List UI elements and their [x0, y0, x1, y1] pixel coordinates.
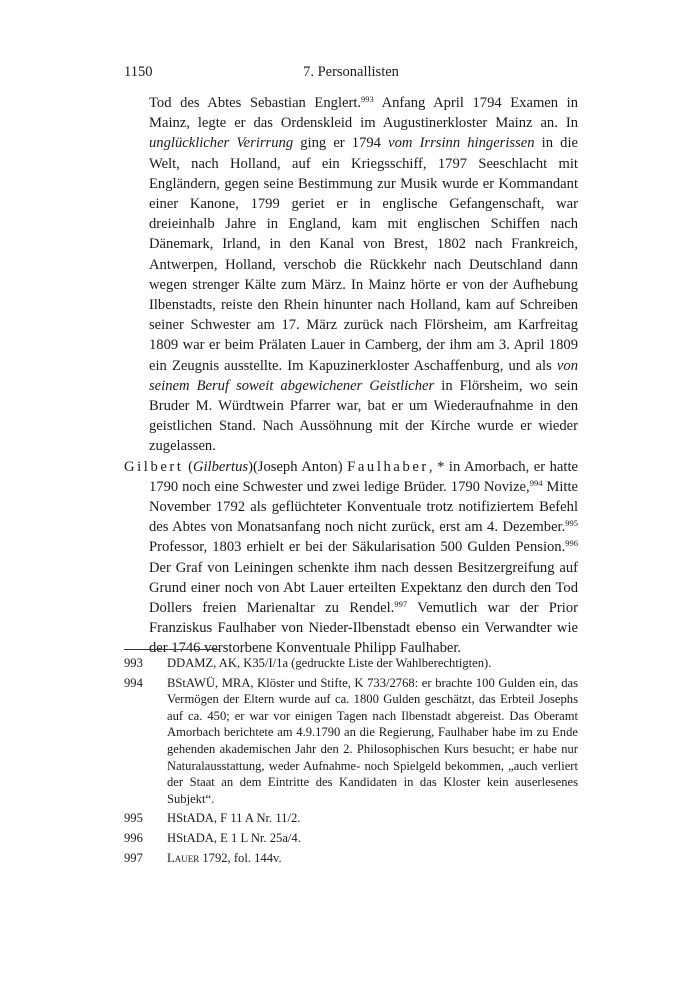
footnote-996 [124, 830, 578, 847]
footnote-text: HStADA, E 1 L Nr. 25a/4. [167, 830, 301, 845]
entry-name: Gilbert [124, 458, 184, 475]
footnote-number: 993 [124, 656, 143, 670]
footnote-ref-995[interactable]: 995 [565, 518, 578, 529]
footnote-994 [124, 675, 578, 808]
footnote-separator [124, 649, 219, 650]
footnote-text: BStAWÜ, MRA, Klöster und Stifte, K 733/2768: er brachte 100 Gulden ein, das Vermögen der Eltern wurde auf ca. 1800 Gulden geschätzt, das Erbteil Josephs auf ca. 450; er war vor einigen Tagen nach Ilbenstadt abgereist. Das Oberamt Amorbach berichtete am 4.9.1790 an die Regierung, Faulhaber habe im zu Ende gehenden akademischen Jahr den 2. Philosophischen Kurs besucht; er habe nur Naturalausstattung, weder Aufnahme- noch Spielgeld bekommen, „auch verliert der Staat an dem Eintritte des Kandidaten in das Kloster kein auserlesenes Subjekt“. [167, 675, 578, 806]
footnote-995 [124, 810, 578, 827]
footnote-text: 1792, fol. 144v. [199, 850, 282, 865]
page-number: 1150 [124, 64, 153, 80]
footnote-993 [124, 655, 578, 672]
footnote-997 [124, 850, 578, 867]
running-header [124, 64, 578, 82]
footnote-ref-996[interactable]: 996 [565, 538, 578, 549]
entry-surname: Faulhaber [347, 458, 429, 475]
footnote-text: DDAMZ, AK, K35/I/1a (gedruckte Liste der Wahlberechtigten). [167, 656, 492, 670]
paragraph-continuation: Tod des Abtes Sebastian Englert.$^{993}$ Anfang April 1794 Examen in Mainz, legte er das Ordenskleid im Augustinerkloster Mainz an. In unglücklicher Verirrung ging er 1794 vom Irrsinn hingerissen in die Welt, nach Holland, auf ein Kriegsschiff, 1797 Seeschlacht mit Engländern, gegen seine Bestimmung zur Musik wurde er Kommandant einer Kanone, 1799 geriet er in englische Gefangenschaft, war dreieinhalb Jahre in England, kam mit englischen Schiffen nach Dänemark, Irland, in den Kanal von Brest, 1802 nach Frankreich, Antwerpen, Holland, verschob die Rückkehr nach Deutschland dann wegen strenger Kälte zum März. In Mainz hörte er von der Aufhebung Ilbenstadts, reiste den Rhein hinunter nach Holland, kam auf Schreiben seiner Schwester am 17. März zurück nach Flörsheim, am Karfreitag 1809 war er beim Prälaten Lauer in Camberg, der ihm am 3. April 1809 ein Zeugnis ausstellte. Im Kapuzinerkloster Aschaffenburg, und als von seinem Beruf soweit abgewichener Geistlicher in Flörsheim, wo sein Bruder M. Würdtwein Pfarrer war, bat er um Wiederaufnahme in den geistlichen Stand. Nach Aussöhnung mit der Kirche wurde er wieder zugelassen. [149, 94, 579, 455]
footnote-number: 994 [124, 675, 143, 690]
entry-gilbert-faulhaber: Gilbert (Gilbertus)(Joseph Anton) Faulhaber, * in Amorbach, er hatte 1790 noch eine Schwester und zwei ledige Brüder. 1790 Novize,$^{994}$ Mitte November 1792 als geflüchteter Konventuale trotz notifiziertem Befehl des Abtes von Monatsanfang noch nicht zurück, erst am 4. Dezember.$^{995}$ Professor, 1803 erhielt er bei der Säkularisation 500 Gulden Pension.$^{996}$ Der Graf von Leiningen schenkte ihm nach dessen Besitzergreifung auf Grund einer noch von Abt Lauer erteilten Expektanz den durch den Tod Dollers freien Marienaltar zu Rendel.$^{997}$ Vemutlich war der Prior Franziskus Faulhaber von Nieder-Ilbenstadt ebenso ein Verwandter wie der 1746 verstorbene Konventuale Philipp Faulhaber. [124, 458, 578, 657]
footnote-number: 997 [124, 850, 143, 865]
footnote-ref-994[interactable]: 994 [529, 477, 543, 488]
footnotes [124, 655, 578, 869]
main-text [124, 93, 578, 659]
footnote-number: 996 [124, 830, 143, 845]
author-name: Lauer [167, 850, 200, 865]
footnote-text: HStADA, F 11 A Nr. 11/2. [167, 811, 301, 826]
chapter-title: 7. Personallisten [303, 64, 399, 80]
footnote-number: 995 [124, 811, 143, 826]
footnote-ref-993[interactable]: 993 [361, 94, 374, 104]
footnote-ref-997[interactable]: 997 [394, 599, 408, 610]
